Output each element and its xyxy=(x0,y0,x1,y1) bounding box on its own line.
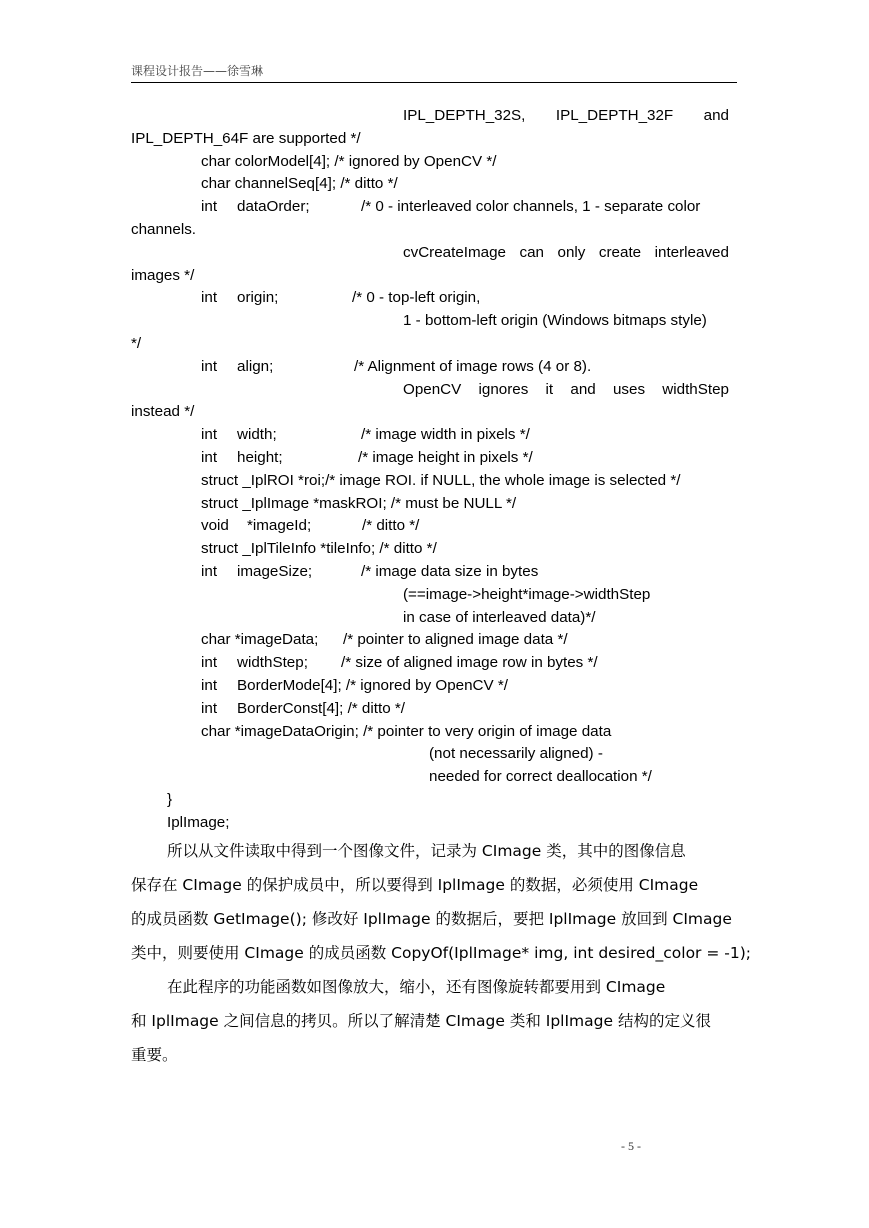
code-line: char *imageDataOrigin; /* pointer to very origin of image data xyxy=(201,722,612,740)
code-line: OpenCV ignores it and uses widthStep xyxy=(403,380,729,398)
header-title: 课程设计报告——徐雪琳 xyxy=(131,64,264,78)
paragraph-line: 重要。 xyxy=(131,1046,178,1064)
code-line: (not necessarily aligned) - xyxy=(429,745,603,763)
code-line: needed for correct deallocation */ xyxy=(429,768,652,786)
paragraph-line: 在此程序的功能函数如图像放大，缩小，还有图像旋转都要用到 CImage xyxy=(167,978,666,996)
code-line: char colorModel[4]; /* ignored by OpenCV */ xyxy=(201,152,497,170)
code-line: int dataOrder; /* 0 - interleaved color channels, 1 - separate color xyxy=(201,198,701,216)
code-line: IplImage; xyxy=(167,813,230,831)
code-line: char channelSeq[4]; /* ditto */ xyxy=(201,175,398,193)
paragraph-line: 类中，则要使用 CImage 的成员函数 CopyOf(IplImage* img, int desired_color = -1); xyxy=(131,944,751,962)
paragraph-line: 和 IplImage 之间信息的拷贝。所以了解清楚 CImage 类和 IplImage 结构的定义很 xyxy=(131,1012,711,1030)
body-text xyxy=(131,834,751,1072)
paragraph-line: 的成员函数 GetImage(); 修改好 IplImage 的数据后，要把 IplImage 放回到 CImage xyxy=(131,910,732,928)
code-line: IPL_DEPTH_64F are supported */ xyxy=(131,129,361,147)
code-line: int width; /* image width in pixels */ xyxy=(201,426,530,444)
code-line: */ xyxy=(131,334,142,352)
code-line: int widthStep; /* size of aligned image row in bytes */ xyxy=(201,654,598,672)
code-line: instead */ xyxy=(131,403,195,421)
code-line: struct _IplImage *maskROI; /* must be NULL */ xyxy=(201,494,517,512)
paragraph-line: 所以从文件读取中得到一个图像文件，记录为 CImage 类，其中的图像信息 xyxy=(167,842,686,860)
code-line: int imageSize; /* image data size in bytes xyxy=(201,562,539,580)
code-line: int height; /* image height in pixels */ xyxy=(201,448,533,466)
code-line: int origin; /* 0 - top-left origin, xyxy=(201,289,481,307)
code-line: int BorderConst[4]; /* ditto */ xyxy=(201,699,405,717)
page-number: - 5 - xyxy=(621,1139,641,1153)
code-line: cvCreateImage can only create interleaved xyxy=(403,243,729,261)
code-line: void *imageId; /* ditto */ xyxy=(201,517,420,535)
code-line: images */ xyxy=(131,266,195,284)
paragraph-line: 保存在 CImage 的保护成员中，所以要得到 IplImage 的数据，必须使用 CImage xyxy=(131,876,699,894)
code-line: IPL_DEPTH_32S, IPL_DEPTH_32F and xyxy=(403,107,729,124)
code-line: struct _IplTileInfo *tileInfo; /* ditto */ xyxy=(201,540,437,558)
code-line: char *imageData; /* pointer to aligned image data */ xyxy=(201,631,568,649)
code-line: } xyxy=(167,790,173,808)
code-line: (==image->height*image->widthStep xyxy=(403,585,651,603)
code-line: struct _IplROI *roi;/* image ROI. if NULL, the whole image is selected */ xyxy=(201,471,681,489)
code-line: 1 - bottom-left origin (Windows bitmaps style) xyxy=(403,312,707,330)
code-line: int align; /* Alignment of image rows (4 or 8). xyxy=(201,357,592,375)
code-line: in case of interleaved data)*/ xyxy=(403,608,596,626)
code-line: int BorderMode[4]; /* ignored by OpenCV */ xyxy=(201,676,508,694)
code-block xyxy=(131,105,729,835)
code-line: channels. xyxy=(131,220,197,238)
page-header xyxy=(131,62,737,83)
